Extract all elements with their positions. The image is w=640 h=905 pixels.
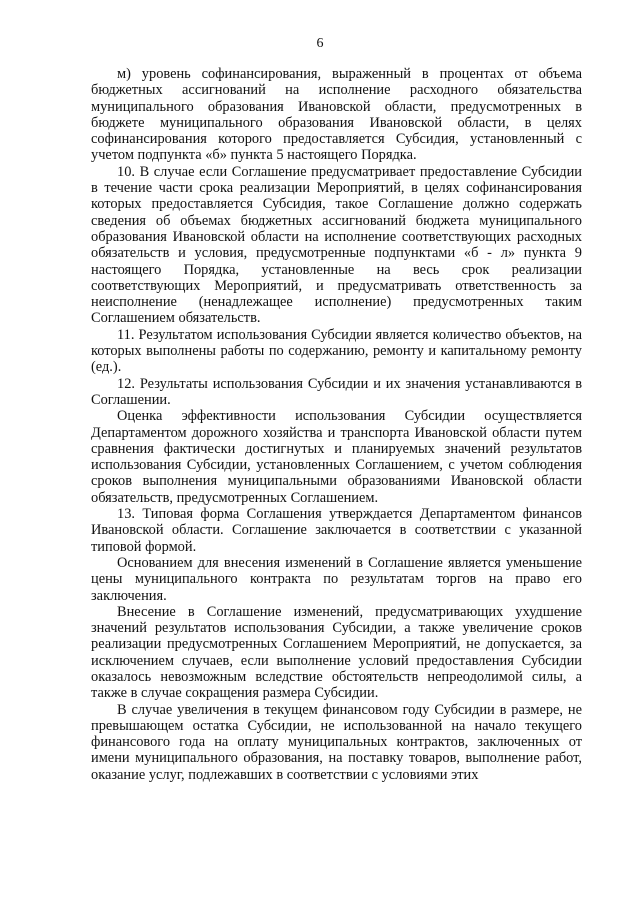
paragraph-12: 12. Результаты использования Субсидии и их значения устанавливаются в Соглашении. <box>91 375 582 408</box>
page-number: 6 <box>316 36 324 51</box>
paragraph-11: 11. Результатом использования Субсидии является количество объектов, на которых выполнены работы по содержанию, ремонту и капитальному ремонту (ед.). <box>91 326 582 376</box>
paragraph-subsidy-increase: В случае увеличения в текущем финансовом году Субсидии в размере, не превышающем остатка Субсидии, не использованной на начало текущего финансового года на оплату муниципальных контрактов, заключенных от имени муниципального образования, на поставку товаров, выполнение работ, оказание услуг, подлежавших в соответствии с условиями этих <box>91 701 582 783</box>
paragraph-13: 13. Типовая форма Соглашения утверждается Департаментом финансов Ивановской области. Соглашение заключается в соответствии с указанной типовой формой. <box>91 506 582 555</box>
document-body <box>91 66 582 783</box>
paragraph-cofinancing-level: м) уровень софинансирования, выраженный в процентах от объема бюджетных ассигнований на исполнение расходного обязательства муниципального образования Ивановской области, предусмотренных в бюджете муниципального образования Ивановской области, в целях софинансирования которого предоставляется Субсидия, установленный с учетом подпункта «б» пункта 5 настоящего Порядка. <box>91 66 582 164</box>
paragraph-amendment-restrictions: Внесение в Соглашение изменений, предусматривающих ухудшение значений результатов использования Субсидии, а также увеличение сроков реализации предусмотренных Соглашением Мероприятий, не допускается, за исключением случаев, если выполнение условий предоставления Субсидии оказалось невозможным вследствие обстоятельств непреодолимой силы, а также в случае сокращения размера Субсидии. <box>91 603 582 702</box>
paragraph-10: 10. В случае если Соглашение предусматривает предоставление Субсидии в течение части срока реализации Мероприятий, в целях софинансирования которых предоставляется Субсидия, такое Соглашение должно содержать сведения об объемах бюджетных ассигнований бюджета муниципального образования Ивановской области на исполнение соответствующих расходных обязательств и условия, предусмотренные подпунктами «б - л» пункта 9 настоящего Порядка, установленные на весь срок реализации соответствующих Мероприятий, и предусматривать ответственность за неисполнение (ненадлежащее исполнение) предусмотренных таким Соглашением обязательств. <box>91 163 582 327</box>
paragraph-efficiency-evaluation: Оценка эффективности использования Субсидии осуществляется Департаментом дорожного хозяйства и транспорта Ивановской области путем сравнения фактически достигнутых и планируемых значений результатов использования Субсидии, установленных Соглашением, с учетом соблюдения сроков выполнения муниципальными образованиями Ивановской области обязательств, предусмотренных Соглашением. <box>91 408 582 506</box>
paragraph-amendment-basis: Основанием для внесения изменений в Соглашение является уменьшение цены муниципального контракта по результатам торгов на право его заключения. <box>91 554 582 604</box>
